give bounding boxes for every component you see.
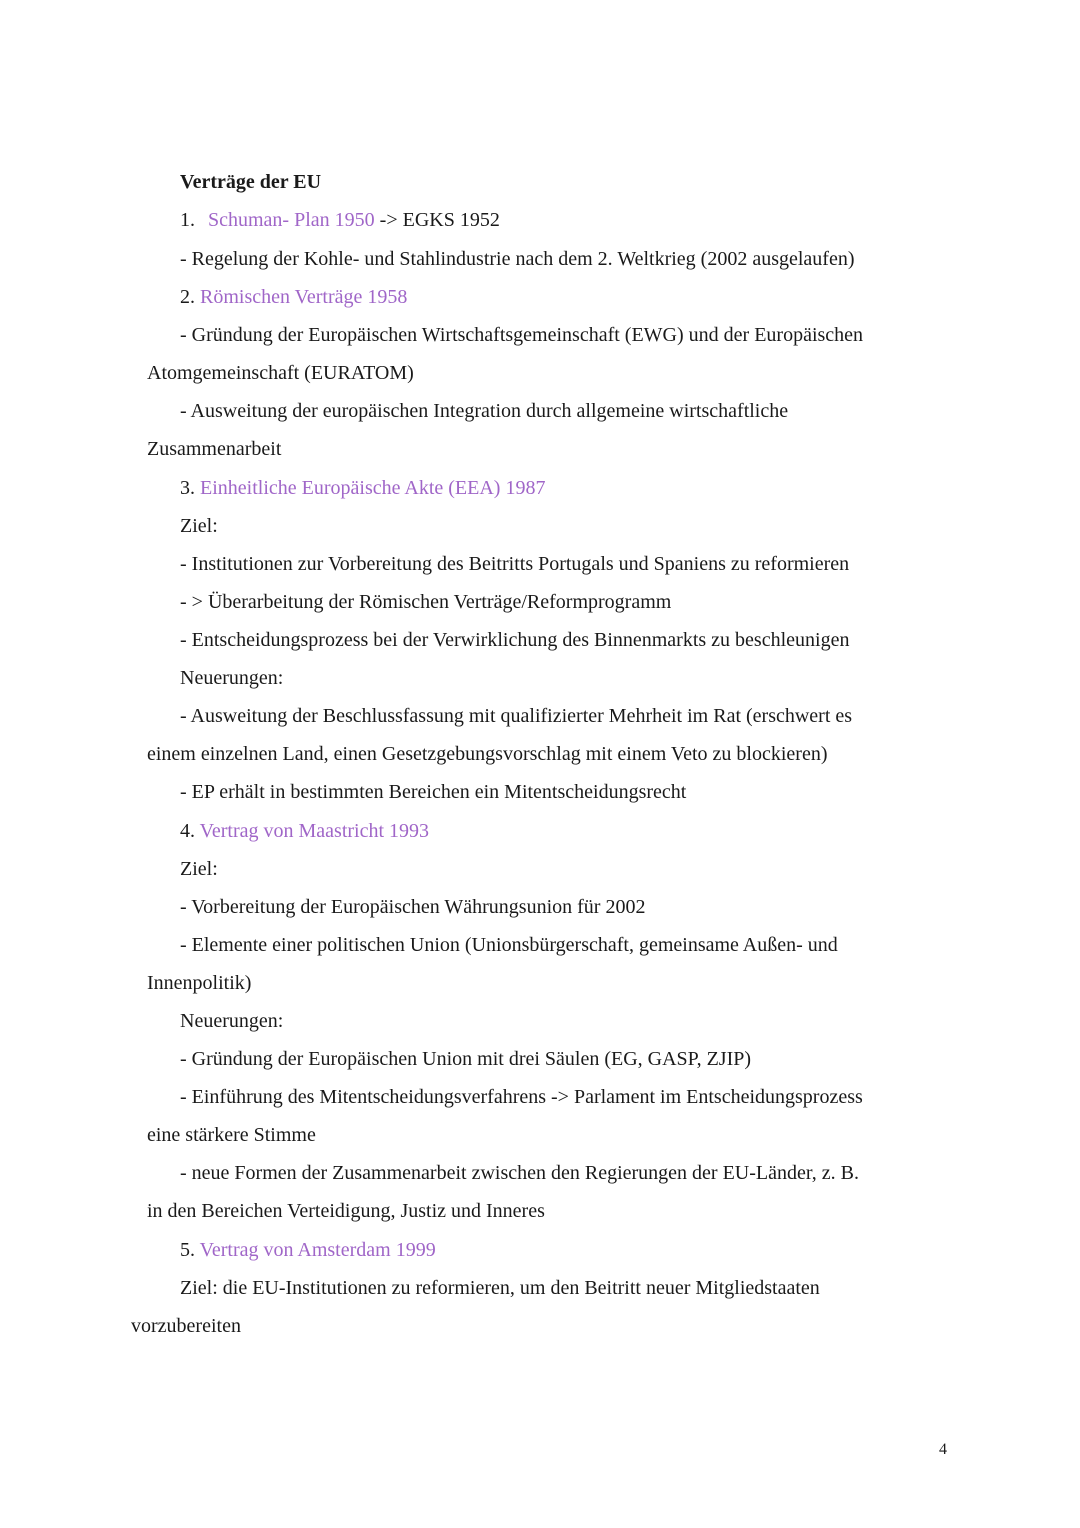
treaty-3-line-2: - > Überarbeitung der Römischen Verträge/Reformprogramm xyxy=(180,591,672,613)
treaty-4-line-4: - Gründung der Europäischen Union mit drei Säulen (EG, GASP, ZJIP) xyxy=(180,1048,752,1070)
treaty-4-line-6: eine stärkere Stimme xyxy=(147,1124,316,1146)
treaty-2-line-1: - Gründung der Europäischen Wirtschaftsgemeinschaft (EWG) und der Europäischen xyxy=(180,324,864,346)
treaty-4-line-2: - Elemente einer politischen Union (Unionsbürgerschaft, gemeinsame Außen- und xyxy=(180,934,838,956)
treaty-3-number: 3. xyxy=(180,477,200,499)
treaty-4-line-8: in den Bereichen Verteidigung, Justiz und Inneres xyxy=(147,1200,545,1222)
treaty-3-goal-label: Ziel: xyxy=(180,515,218,537)
page-title: Verträge der EU xyxy=(180,171,322,193)
treaty-4-line-5: - Einführung des Mitentscheidungsverfahrens -> Parlament im Entscheidungsprozess xyxy=(180,1086,863,1108)
treaty-4-goal-label: Ziel: xyxy=(180,858,218,880)
treaty-1-name: Schuman- Plan 1950 xyxy=(208,209,375,231)
treaty-1-number: 1. xyxy=(180,209,195,231)
treaty-5-line-1: Ziel: die EU-Institutionen zu reformieren, um den Beitritt neuer Mitgliedstaaten xyxy=(180,1277,820,1299)
treaty-3-changes-label: Neuerungen: xyxy=(180,667,284,689)
treaty-2-line-4: Zusammenarbeit xyxy=(147,438,282,460)
treaty-1-rest: -> EGKS 1952 xyxy=(374,209,500,231)
treaty-4-line-3: Innenpolitik) xyxy=(147,972,252,994)
treaty-1-line-1: - Regelung der Kohle- und Stahlindustrie nach dem 2. Weltkrieg (2002 ausgelaufen) xyxy=(180,248,855,270)
treaty-5-number: 5. xyxy=(180,1239,200,1261)
treaty-5-line-2: vorzubereiten xyxy=(131,1315,241,1337)
treaty-3-name: Einheitliche Europäische Akte (EEA) 1987 xyxy=(200,477,546,499)
treaty-3-line-6: - EP erhält in bestimmten Bereichen ein Mitentscheidungsrecht xyxy=(180,781,687,803)
treaty-4-number: 4. xyxy=(180,820,200,842)
treaty-3-heading xyxy=(180,476,545,500)
treaty-3-line-3: - Entscheidungsprozess bei der Verwirklichung des Binnenmarkts zu beschleunigen xyxy=(180,629,850,651)
treaty-4-line-1: - Vorbereitung der Europäischen Währungsunion für 2002 xyxy=(180,896,646,918)
treaty-2-heading xyxy=(180,285,407,309)
treaty-2-name: Römischen Verträge 1958 xyxy=(200,286,408,308)
treaty-3-line-5: einem einzelnen Land, einen Gesetzgebungsvorschlag mit einem Veto zu blockieren) xyxy=(147,743,828,765)
treaty-5-name: Vertrag von Amsterdam 1999 xyxy=(199,1239,436,1261)
treaty-2-line-2: Atomgemeinschaft (EURATOM) xyxy=(147,362,414,384)
treaty-1-heading xyxy=(180,208,500,232)
treaty-4-name: Vertrag von Maastricht 1993 xyxy=(199,820,430,842)
treaty-3-line-4: - Ausweitung der Beschlussfassung mit qualifizierter Mehrheit im Rat (erschwert es xyxy=(180,705,853,727)
treaty-4-changes-label: Neuerungen: xyxy=(180,1010,284,1032)
treaty-3-line-1: - Institutionen zur Vorbereitung des Beitritts Portugals und Spaniens zu reformieren xyxy=(180,553,850,575)
treaty-4-heading xyxy=(180,819,429,843)
treaty-5-heading xyxy=(180,1238,436,1262)
treaty-2-number: 2. xyxy=(180,286,200,308)
treaty-2-line-3: - Ausweitung der europäischen Integration durch allgemeine wirtschaftliche xyxy=(180,400,789,422)
page-number: 4 xyxy=(939,1441,947,1458)
treaty-4-line-7: - neue Formen der Zusammenarbeit zwischen den Regierungen der EU-Länder, z. B. xyxy=(180,1162,859,1184)
